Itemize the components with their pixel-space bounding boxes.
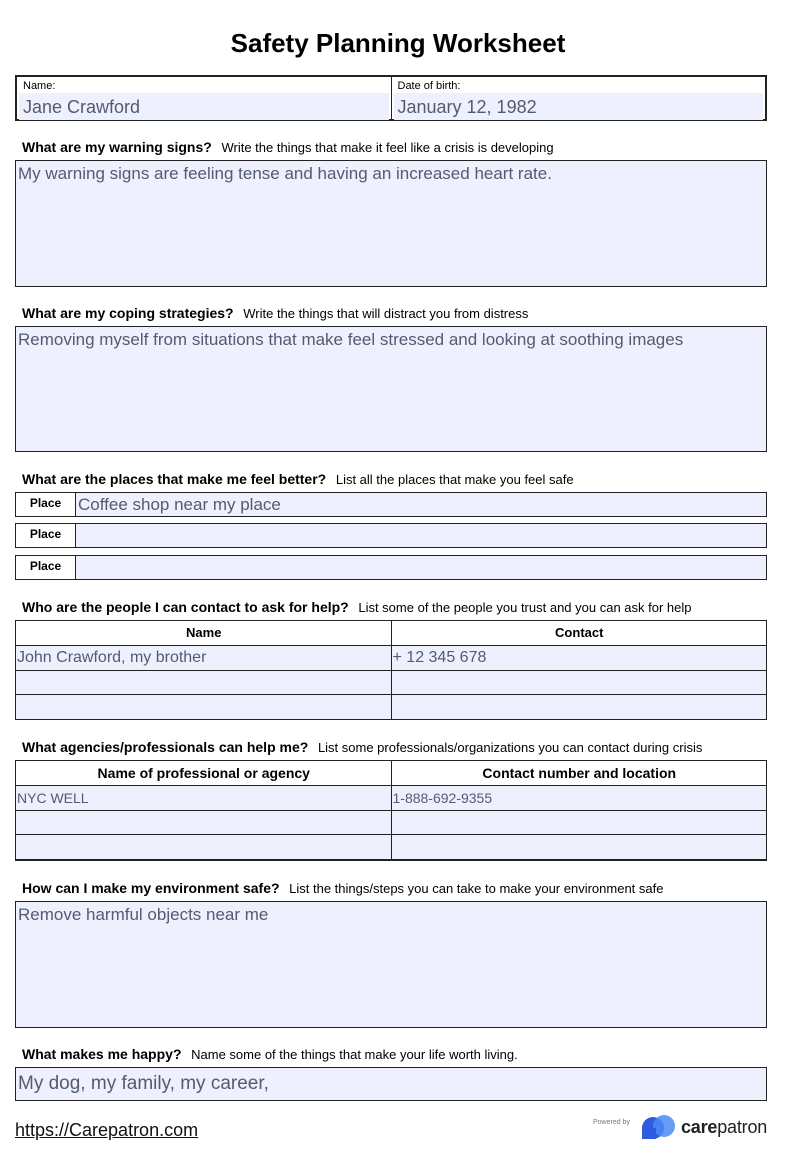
places-heading — [22, 471, 574, 487]
warning-signs-question: What are my warning signs? — [22, 139, 212, 155]
agency-contact-field[interactable] — [391, 811, 767, 835]
person-contact-field[interactable]: + 12 345 678 — [391, 646, 767, 670]
agency-name-field[interactable] — [16, 835, 391, 859]
coping-question: What are my coping strategies? — [22, 305, 234, 321]
table-row — [16, 694, 766, 719]
column-header-agency-contact: Contact number and location — [391, 761, 767, 785]
agency-contact-field[interactable] — [391, 835, 767, 859]
brand-patron: patron — [717, 1116, 768, 1137]
people-heading — [22, 599, 692, 615]
name-cell — [17, 77, 391, 119]
identity-box — [15, 75, 767, 121]
places-instruction: List all the places that make you feel safe — [335, 472, 574, 487]
page-title: Safety Planning Worksheet — [230, 28, 566, 58]
carepatron-logo[interactable] — [641, 1114, 767, 1140]
place-label: Place — [16, 524, 76, 547]
environment-instruction: List the things/steps you can take to make your environment safe — [289, 881, 664, 896]
table-header-row — [16, 761, 766, 785]
coping-field[interactable]: Removing myself from situations that make feel stressed and looking at soothing images — [15, 326, 767, 452]
name-field[interactable]: Jane Crawford — [19, 93, 389, 120]
table-row — [16, 810, 766, 835]
carepatron-logo-icon — [641, 1114, 677, 1140]
person-name-field[interactable] — [16, 671, 391, 695]
place-label: Place — [16, 556, 76, 579]
table-row — [16, 670, 766, 695]
powered-by-label: Powered by — [593, 1119, 630, 1126]
happy-field[interactable]: My dog, my family, my career, — [15, 1067, 767, 1101]
happy-instruction: Name some of the things that make your life worth living. — [191, 1047, 518, 1062]
people-table — [15, 620, 767, 720]
people-question: Who are the people I can contact to ask for help? — [22, 599, 349, 615]
environment-field[interactable]: Remove harmful objects near me — [15, 901, 767, 1028]
column-header-contact: Contact — [391, 621, 767, 645]
people-instruction: List some of the people you trust and you can ask for help — [358, 600, 692, 615]
table-row — [16, 785, 766, 810]
table-row — [16, 834, 766, 859]
coping-heading — [22, 305, 528, 321]
table-row — [16, 645, 766, 670]
place-row — [15, 523, 767, 548]
place-row — [15, 492, 767, 517]
dob-cell — [391, 77, 766, 119]
person-name-field[interactable]: John Crawford, my brother — [16, 646, 391, 670]
environment-question: How can I make my environment safe? — [22, 880, 280, 896]
places-question: What are the places that make me feel better? — [22, 471, 327, 487]
place-field-1[interactable]: Coffee shop near my place — [76, 493, 766, 516]
carepatron-link[interactable]: https://Carepatron.com — [15, 1120, 199, 1140]
brand-care: care — [681, 1116, 718, 1137]
person-contact-field[interactable] — [391, 671, 767, 695]
agencies-heading — [22, 739, 702, 755]
happy-heading — [22, 1046, 518, 1062]
agency-name-field[interactable]: NYC WELL — [16, 786, 391, 810]
warning-signs-instruction: Write the things that make it feel like a crisis is developing — [221, 140, 554, 155]
place-field-3[interactable] — [76, 556, 766, 579]
brand-wordmark — [681, 1117, 767, 1138]
agency-name-field[interactable] — [16, 811, 391, 835]
coping-instruction: Write the things that will distract you from distress — [243, 306, 529, 321]
agencies-question: What agencies/professionals can help me? — [22, 739, 309, 755]
person-name-field[interactable] — [16, 695, 391, 719]
warning-signs-heading — [22, 139, 554, 155]
dob-label: Date of birth: — [397, 80, 461, 92]
column-header-agency: Name of professional or agency — [16, 761, 391, 785]
place-row — [15, 555, 767, 580]
agencies-table — [15, 760, 767, 861]
agencies-instruction: List some professionals/organizations you can contact during crisis — [317, 740, 703, 755]
place-label: Place — [16, 493, 76, 516]
column-header-name: Name — [16, 621, 391, 645]
name-label: Name: — [23, 80, 56, 92]
agency-contact-field[interactable]: 1-888-692-9355 — [391, 786, 767, 810]
table-header-row — [16, 621, 766, 645]
happy-question: What makes me happy? — [22, 1046, 182, 1062]
warning-signs-field[interactable]: My warning signs are feeling tense and having an increased heart rate. — [15, 160, 767, 287]
environment-heading — [22, 880, 663, 896]
dob-field[interactable]: January 12, 1982 — [394, 93, 764, 120]
person-contact-field[interactable] — [391, 695, 767, 719]
place-field-2[interactable] — [76, 524, 766, 547]
